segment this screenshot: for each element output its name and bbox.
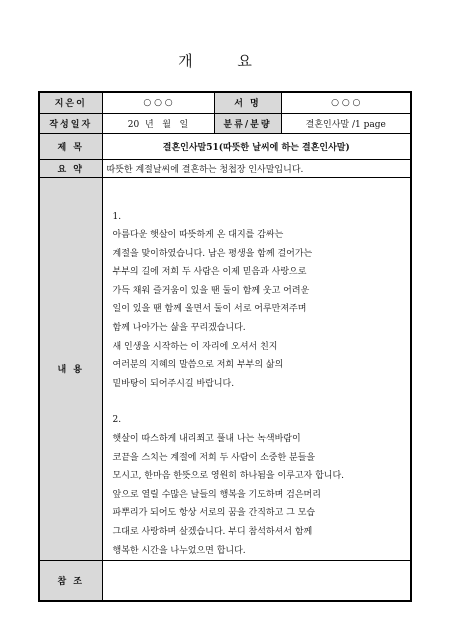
content-line: 부부의 길에 저희 두 사람은 이제 믿음과 사랑으로: [112, 267, 307, 278]
content-line: 밑바탕이 되어주시길 바랍니다.: [112, 378, 235, 389]
reference-value[interactable]: [102, 561, 411, 601]
date-value[interactable]: 20 년 월 일: [102, 113, 214, 133]
summary-label: 요 약: [39, 159, 102, 177]
reference-label: 참 조: [39, 561, 102, 601]
content-line: 그대로 사랑하며 살겠습니다. 부디 참석하셔서 함께: [112, 527, 313, 537]
content-line: 행복한 시간을 나누었으면 합니다.: [112, 545, 246, 556]
document-info-table: [38, 91, 412, 602]
category-label: 분류/분량: [214, 113, 281, 133]
section-2-text: [113, 430, 407, 560]
section-1-text: [113, 226, 407, 393]
content-line: 아름다운 햇살이 따뜻하게 온 대지를 감싸는: [112, 230, 284, 241]
document-title-value[interactable]: 결혼인사말51(따뜻한 날씨에 하는 결혼인사말): [102, 133, 411, 159]
content-line: 모시고, 한마음 한뜻으로 영원히 하나됨을 이루고자 합니다.: [112, 471, 345, 482]
summary-value[interactable]: 따뜻한 계절날씨에 결혼하는 청첩장 인사말입니다.: [102, 159, 411, 177]
content-line: 새 인생을 시작하는 이 자리에 오셔서 친지: [112, 341, 278, 352]
section-1-number: 1.: [112, 211, 122, 222]
content-label: 내 용: [39, 177, 102, 561]
content-line: 여러분의 지혜의 말씀으로 저희 부부의 삶의: [112, 360, 284, 371]
content-body[interactable]: [102, 177, 411, 561]
date-label: 작성일자: [39, 113, 102, 133]
content-line: 함께 나아가는 삶을 꾸리겠습니다.: [112, 323, 246, 334]
content-line: 코끝을 스치는 계절에 저희 두 사람이 소중한 분들을: [112, 452, 316, 463]
author-value[interactable]: ○ ○ ○: [102, 92, 214, 113]
sign-value[interactable]: ○ ○ ○: [281, 92, 411, 113]
content-line: 계절을 맞이하였습니다. 남은 평생을 함께 걸어가는: [112, 248, 313, 259]
author-label: 지은이: [39, 92, 102, 113]
content-line: 가득 채워 즐거움이 있을 땐 둘이 함께 웃고 어려운: [112, 285, 310, 296]
content-line: 햇살이 따스하게 내리쬐고 풀내 나는 녹색바람이: [112, 434, 301, 445]
sign-label: 서 명: [214, 92, 281, 113]
page-title: 개 요: [178, 52, 272, 70]
content-line: 파뿌리가 되어도 항상 서로의 꿈을 간직하고 그 모습: [112, 508, 316, 519]
content-line: 일이 있을 땐 함께 울면서 둘이 서로 어루만져주며: [112, 304, 307, 315]
category-value[interactable]: 결혼인사말 /1 page: [281, 113, 411, 133]
title-label: 제 목: [39, 133, 102, 159]
section-2-number: 2.: [112, 415, 122, 426]
content-line: 앞으로 열릴 수많은 날들의 행복을 기도하며 검은머리: [112, 489, 321, 500]
